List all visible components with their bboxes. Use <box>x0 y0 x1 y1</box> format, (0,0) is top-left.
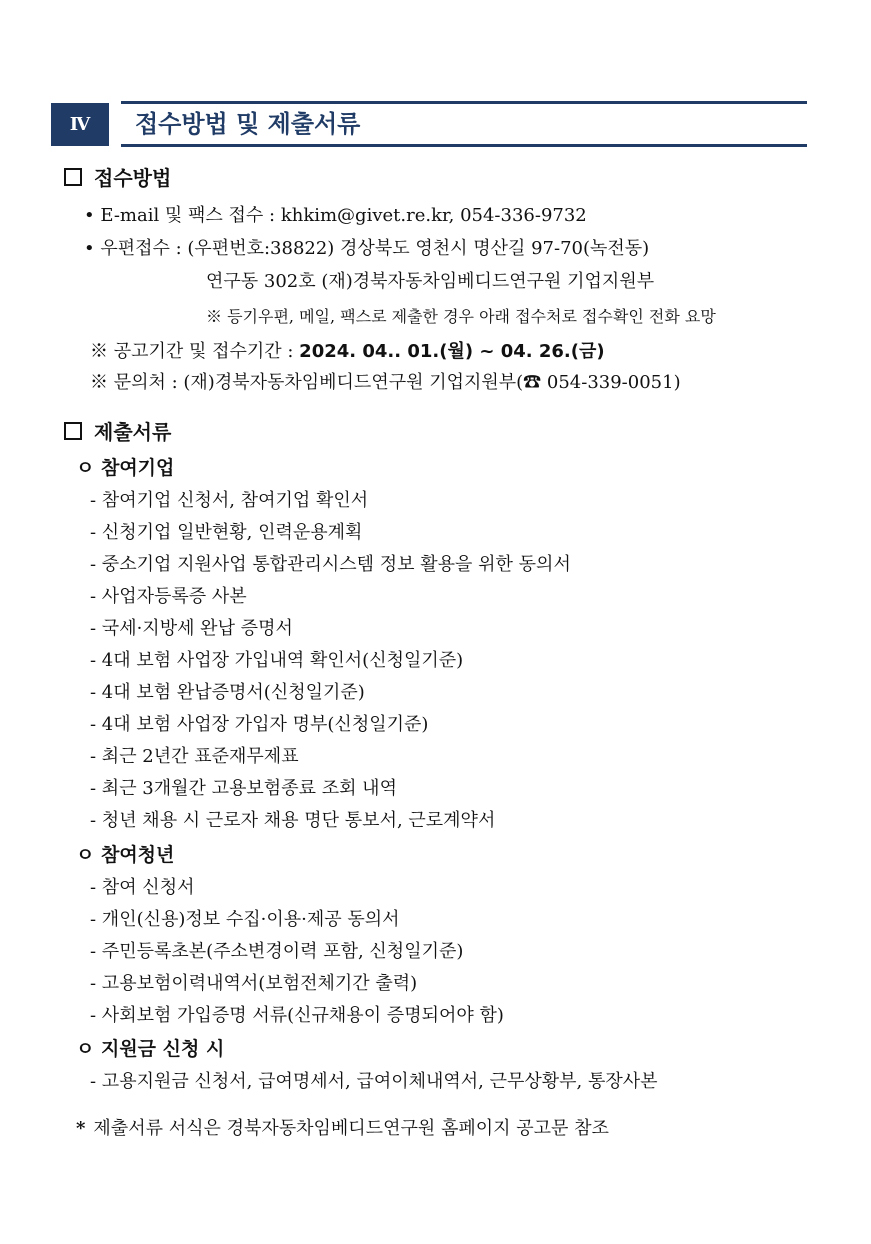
subsidy-subheading: ㅇ 지원금 신청 시 <box>76 1038 225 1060</box>
company-subheading: ㅇ 참여기업 <box>76 457 175 479</box>
footnote-star: * <box>76 1118 86 1139</box>
section-number-box: Ⅳ <box>51 103 109 146</box>
email-line: • E-mail 및 팩스 접수 : khkim@givet.re.kr, 054-336-9732 <box>84 205 587 226</box>
list-item: - 고용보험이력내역서(보험전체기간 출력) <box>90 973 418 994</box>
list-item: - 참여기업 신청서, 참여기업 확인서 <box>90 490 369 511</box>
youth-subheading: ㅇ 참여청년 <box>76 844 175 866</box>
list-item: - 국세·지방세 완납 증명서 <box>90 618 293 639</box>
list-item: - 사업자등록증 사본 <box>90 586 247 607</box>
contact-line: ※ 문의처 : (재)경북자동차임베디드연구원 기업지원부(☎ 054-339-0051) <box>90 372 681 393</box>
list-item: - 주민등록초본(주소변경이력 포함, 신청일기준) <box>90 941 464 962</box>
list-item: - 최근 2년간 표준재무제표 <box>90 746 299 767</box>
method-heading <box>64 166 171 190</box>
post-line-1: • 우편접수 : (우편번호:38822) 경상북도 영천시 명산길 97-70(녹전동) <box>84 238 650 259</box>
method-heading-text: 접수방법 <box>94 166 172 190</box>
list-item: - 고용지원금 신청서, 급여명세서, 급여이체내역서, 근무상황부, 통장사본 <box>90 1071 658 1092</box>
list-item: - 사회보험 가입증명 서류(신규채용이 증명되어야 함) <box>90 1005 504 1026</box>
list-item: - 4대 보험 사업장 가입내역 확인서(신청일기준) <box>90 650 464 671</box>
post-note: ※ 등기우편, 메일, 팩스로 제출한 경우 아래 접수처로 접수확인 전화 요망 <box>206 307 716 326</box>
list-item: - 청년 채용 시 근로자 채용 명단 통보서, 근로계약서 <box>90 810 496 831</box>
footnote <box>76 1117 609 1141</box>
documents-heading-text: 제출서류 <box>94 420 172 444</box>
list-item: - 4대 보험 사업장 가입자 명부(신청일기준) <box>90 714 429 735</box>
section-header <box>51 100 807 148</box>
list-item: - 최근 3개월간 고용보험종료 조회 내역 <box>90 778 397 799</box>
footnote-text: 제출서류 서식은 경북자동차임베디드연구원 홈페이지 공고문 참조 <box>93 1118 609 1139</box>
documents-heading <box>64 420 171 444</box>
period-label: ※ 공고기간 및 접수기간 : <box>90 341 300 362</box>
list-item: - 4대 보험 완납증명서(신청일기준) <box>90 682 365 703</box>
header-rule-bottom <box>121 144 807 147</box>
list-item: - 개인(신용)정보 수집·이용·제공 동의서 <box>90 909 400 930</box>
checkbox-square-icon <box>64 168 82 186</box>
list-item: - 참여 신청서 <box>90 877 195 898</box>
post-line-2: 연구동 302호 (재)경북자동차임베디드연구원 기업지원부 <box>206 271 655 292</box>
period-line <box>90 340 605 364</box>
list-item: - 중소기업 지원사업 통합관리시스템 정보 활용을 위한 동의서 <box>90 554 571 575</box>
header-rule-top <box>121 101 807 104</box>
section-title: 접수방법 및 제출서류 <box>135 110 361 138</box>
checkbox-square-icon <box>64 422 82 440</box>
period-value: 2024. 04.. 01.(월) ~ 04. 26.(금) <box>299 341 605 362</box>
list-item: - 신청기업 일반현황, 인력운용계획 <box>90 522 363 543</box>
